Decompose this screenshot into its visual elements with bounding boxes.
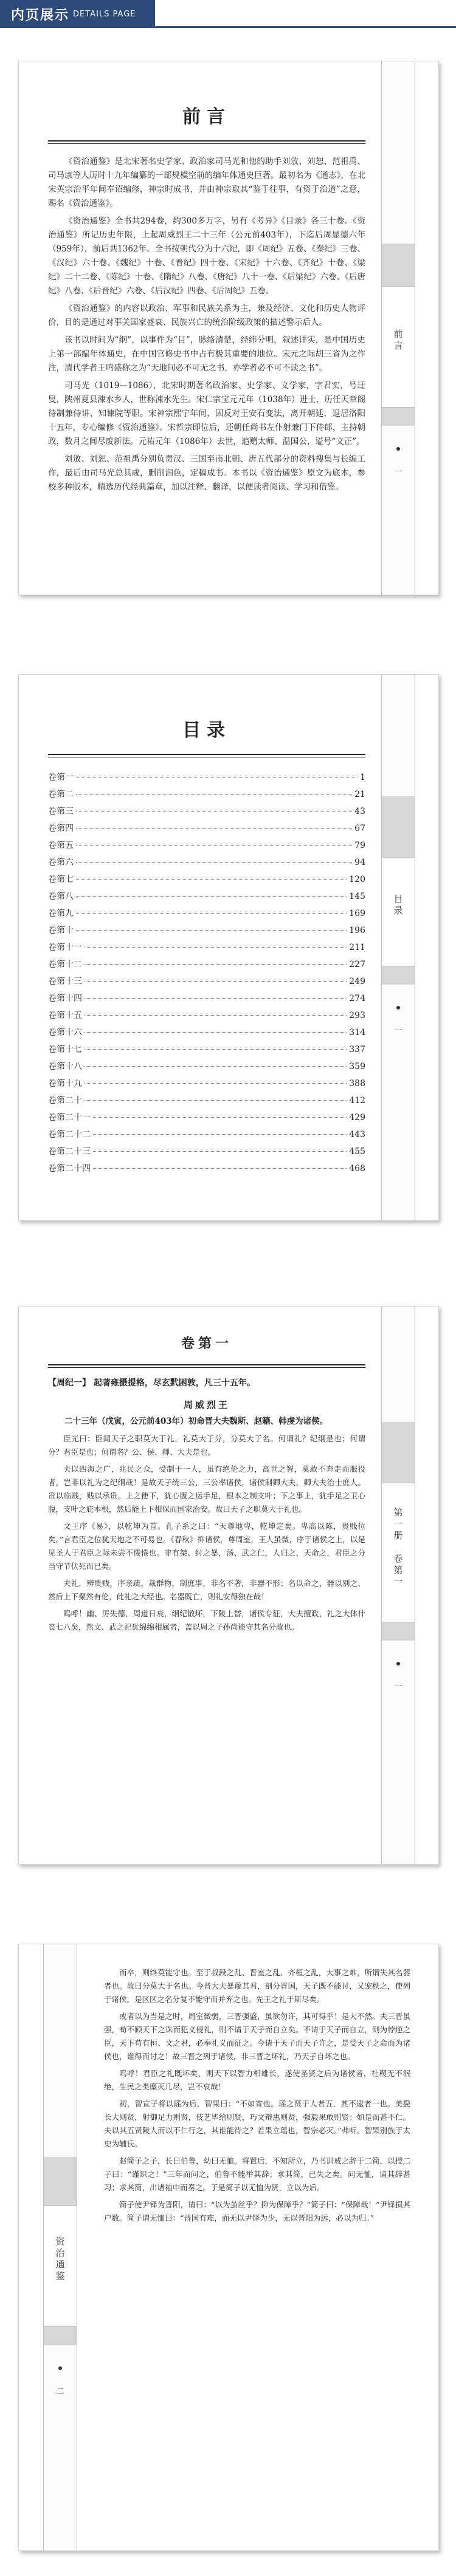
- toc-row[interactable]: [48, 1162, 365, 1179]
- toc-leader-dots: [76, 913, 347, 914]
- toc-row[interactable]: [48, 1060, 365, 1077]
- side-strip: [43, 1944, 77, 2550]
- toc-item-name: 卷第二: [48, 790, 74, 799]
- toc-item-name: 卷第三: [48, 807, 74, 816]
- side-gray-block: [382, 408, 415, 426]
- toc-item-page: 67: [354, 824, 365, 833]
- side-gray-block: [382, 1422, 415, 1483]
- side-label-block: [382, 1483, 415, 1622]
- toc-row[interactable]: [48, 1043, 365, 1060]
- toc-item-name: 卷第十二: [48, 960, 82, 969]
- toc-row[interactable]: [48, 805, 365, 822]
- toc-leader-dots: [76, 896, 347, 897]
- side-page-number: 一: [394, 468, 402, 477]
- toc-item-page: 169: [349, 909, 365, 918]
- toc-leader-dots: [76, 845, 352, 846]
- side-label: 第一册 卷第一: [392, 1508, 404, 1588]
- toc-leader-dots: [93, 1168, 347, 1169]
- toc-item-name: 卷第十五: [48, 1011, 82, 1020]
- paragraph: 夫以四海之广，兆民之众，受制于一人，虽有绝伦之力，高世之智，莫敢不奔走而服役者，岂非以礼为之纪纲哉！是故天子统三公，三公率诸侯，诸侯制卿大夫，卿大夫治士庶人。贵以临贱，贱以承贵。上之使下，犹心腹之运手足，根本之制支叶；下之事上，犹手足之卫心腹，支叶之庇本根，然后能上下相保而国家治安。故曰天子之职莫大于礼也。: [48, 1464, 365, 1514]
- paragraph: 臣光曰：臣闻天子之职莫大于礼，礼莫大于分，分莫大于名。何谓礼？纪纲是也；何谓分？君臣是也；何谓名？公、侯、卿、大夫是也。: [48, 1434, 365, 1457]
- text-page: [18, 1944, 439, 2551]
- paragraph: 简子使尹铎为晋阳，请曰：“以为茧丝乎？抑为保障乎？”简子曰：“保障哉！”尹铎损其户数。简子谓无恤曰：“晋国有难，而无以尹铎为少，无以晋阳为远，必以为归。”: [104, 2200, 410, 2222]
- reign-heading: 【周纪一】 起著雍摄提格，尽玄黓困敦，凡三十五年。: [48, 1378, 255, 1388]
- toc-item-name: 卷第四: [48, 824, 74, 833]
- toc-row[interactable]: [48, 839, 365, 856]
- toc-item-page: 314: [349, 1028, 365, 1037]
- toc-item-page: 227: [349, 960, 365, 969]
- toc-row[interactable]: [48, 1111, 365, 1128]
- toc-item-page: 429: [349, 1113, 365, 1122]
- toc-leader-dots: [85, 1032, 347, 1033]
- toc-leader-dots: [85, 947, 347, 948]
- paragraph: 夫礼，辨贵贱，序亲疏，裁群物，制庶事，非名不著，非器不形；名以命之，器以别之，然后上下粲然有伦，此礼之大经也。名器既亡，则礼安得独在哉！: [48, 1579, 365, 1601]
- toc-item-page: 1: [360, 773, 365, 782]
- toc-item-page: 359: [349, 1062, 365, 1071]
- toc-leader-dots: [85, 964, 347, 965]
- toc-item-name: 卷第九: [48, 909, 74, 918]
- toc-item-name: 卷第六: [48, 858, 74, 867]
- paragraph: 赵简子之子，长曰伯鲁，幼曰无恤。将置后，不知所立，乃书训戒之辞于二简，以授二子曰：“谨识之！”三年而问之，伯鲁不能举其辞；求其简，已失之矣。问无恤，诵其辞甚习；求其简，出诸袖中而奏之。于是简子以无恤为贤，立以为后。: [104, 2156, 410, 2192]
- toc-item-name: 卷第十八: [48, 1062, 82, 1071]
- title-rule: [48, 140, 365, 142]
- toc-item-page: 21: [354, 790, 365, 799]
- side-dot: [396, 1006, 400, 1010]
- toc-leader-dots: [85, 1015, 347, 1016]
- volume1-page: [18, 1306, 439, 1865]
- toc-row[interactable]: [48, 958, 365, 975]
- toc-item-name: 卷第八: [48, 892, 74, 901]
- side-label-block: [382, 286, 415, 408]
- side-page-number: 一: [394, 1027, 402, 1036]
- toc-item-name: 卷第十: [48, 926, 74, 935]
- page-title: 目录: [182, 720, 231, 741]
- toc-leader-dots: [85, 998, 347, 999]
- toc-item-page: 293: [349, 1011, 365, 1020]
- paragraph: 《资治通鉴》全书共294卷，约300多万字，另有《考异》《目录》各三十卷。《资治通鉴》所记历史年限，上起周威烈王二十三年（公元前403年），下迄后周显德六年（959年），前后共1362年。全书按朝代分为十六纪，即《周纪》五卷、《秦纪》三卷、《汉纪》六十卷、《魏纪》十卷、《晋纪》四十卷、《宋纪》十六卷、《齐纪》十卷、《梁纪》二十二卷、《陈纪》十卷、《隋纪》八卷、《唐纪》八十一卷、《后梁纪》六卷、《后唐纪》八卷、《后晋纪》六卷、《后汉纪》四卷、《后周纪》五卷。: [48, 216, 365, 296]
- toc-row[interactable]: [48, 1009, 365, 1026]
- toc-leader-dots: [85, 1049, 347, 1050]
- header-title: 内页展示: [11, 7, 70, 23]
- toc-row[interactable]: [48, 788, 365, 805]
- toc-row[interactable]: [48, 975, 365, 992]
- toc-leader-dots: [76, 930, 347, 931]
- header-subtitle: DETAILS PAGE: [73, 9, 136, 19]
- title-rule: [48, 143, 365, 144]
- toc-item-name: 卷第十一: [48, 943, 82, 952]
- paragraph: 文王序《易》，以乾坤为首。孔子系之曰：“天尊地卑，乾坤定矣。卑高以陈，贵贱位矣。”言君臣之位犹天地之不可易也。《春秋》抑诸侯，尊周室，王人虽微，序于诸侯之上，以是见圣人于君臣之际未尝不惓惓也。非有桀、纣之暴，汤、武之仁，人归之，天命之，君臣之分当守节伏死而已矣。: [48, 1522, 365, 1571]
- toc-item-name: 卷第五: [48, 841, 74, 850]
- toc-item-name: 卷第二十一: [48, 1113, 91, 1122]
- toc-leader-dots: [76, 879, 347, 880]
- toc-row[interactable]: [48, 890, 365, 907]
- side-gray-block: [382, 1622, 415, 1641]
- toc-item-name: 卷第十三: [48, 977, 82, 986]
- toc-item-page: 249: [349, 977, 365, 986]
- toc-item-name: 卷第二十: [48, 1096, 82, 1105]
- toc-item-page: 412: [349, 1096, 365, 1105]
- toc-row[interactable]: [48, 1094, 365, 1111]
- paragraph: 而卒，则终莫能守也。至于叔段之乱、晋室之乱、齐桓之乱，大事之难，所谓失其名器者也。故曰分莫大于名也。今晋大夫暴蔑其君，剖分晋国，天子既不能讨，又宠秩之，使列于诸侯，是区区之名分复不能守而并弃之也。先王之礼于斯尽矣。: [104, 1968, 410, 2004]
- paragraph: 呜呼！君臣之礼既坏矣，则天下以智力相雄长，遂使圣贤之后为诸侯者，社稷无不泯绝，生民之类糜灭几尽，岂不哀哉！: [104, 2069, 410, 2091]
- side-dot: [58, 2366, 62, 2370]
- toc-item-name: 卷第二十三: [48, 1147, 91, 1156]
- page-header: [0, 0, 456, 28]
- preface-body: [48, 155, 365, 494]
- toc-leader-dots: [85, 1066, 347, 1067]
- toc-item-page: 443: [349, 1130, 365, 1139]
- toc-leader-dots: [85, 981, 347, 982]
- toc-item-page: 79: [354, 841, 365, 850]
- toc-row[interactable]: [48, 941, 365, 958]
- title-rule: [48, 1364, 365, 1365]
- toc-row[interactable]: [48, 907, 365, 924]
- side-strip: [381, 1307, 415, 1864]
- toc-item-name: 卷第二十四: [48, 1164, 91, 1174]
- toc-item-name: 卷第七: [48, 875, 74, 884]
- side-gray-block: [382, 796, 415, 857]
- toc-row[interactable]: [48, 1077, 365, 1094]
- side-page-number: 一: [394, 1683, 402, 1692]
- title-rule: [48, 1367, 365, 1368]
- side-strip: [381, 675, 415, 1220]
- toc-row[interactable]: [48, 1128, 365, 1145]
- toc-item-page: 196: [349, 926, 365, 935]
- volume-title: 卷第一: [181, 1336, 232, 1351]
- toc-item-page: 43: [354, 807, 365, 816]
- toc-item-name: 卷第二十二: [48, 1130, 91, 1139]
- toc-leader-dots: [85, 1083, 347, 1084]
- side-strip: [381, 61, 415, 595]
- toc-item-page: 274: [349, 994, 365, 1003]
- preface-page: [18, 61, 439, 595]
- toc-item-page: 388: [349, 1079, 365, 1088]
- side-dot: [396, 447, 400, 451]
- paragraph: 司马光（1019—1086），北宋时期著名政治家、史学家、文学家，字君实，号迂叟，陕州夏县涑水乡人，世称涑水先生。宋仁宗宝元元年（1038年）进士，历任天章阁待制兼侍讲、知谏院等职。宋神宗熙宁年间，因反对王安石变法，离开朝廷，退居洛阳十五年，专心编修《资治通鉴》。宋哲宗即位后，还朝任尚书左仆射兼门下侍郎，主持朝政，数月之间尽废新法。元祐元年（1086年）去世，追赠太师、温国公，谥号“文正”。: [48, 381, 365, 446]
- side-label: 资治通鉴: [54, 2236, 66, 2283]
- toc-row[interactable]: [48, 873, 365, 890]
- side-label: 目录: [392, 894, 404, 917]
- toc-row[interactable]: [48, 992, 365, 1009]
- toc-row[interactable]: [48, 771, 365, 788]
- side-page-number: 二: [56, 2387, 64, 2396]
- toc-item-name: 卷第十六: [48, 1028, 82, 1037]
- toc-item-page: 337: [349, 1045, 365, 1054]
- side-gray-block: [44, 2327, 77, 2345]
- toc-row[interactable]: [48, 1026, 365, 1043]
- toc-page: [18, 674, 439, 1221]
- toc-leader-dots: [93, 1151, 347, 1152]
- toc-item-page: 468: [349, 1164, 365, 1174]
- side-gray-block: [382, 966, 415, 985]
- paragraph: 《资治通鉴》的内容以政治、军事和民族关系为主，兼及经济、文化和历史人物评价，目的是通过对事关国家盛衰、民族兴亡的统治阶级政策的描述警示后人。: [48, 304, 365, 327]
- paragraph: 该书以时间为“纲”，以事件为“目”，脉络清楚，经纬分明，叙述详实，是中国历史上第一部编年体通史，在中国官修史书中占有极其重要的地位。宋元之际胡三省为之作注，清代学者王鸣盛称之为“天地间必不可无之书，亦学者必不可不读之书”。: [48, 335, 365, 373]
- toc-row[interactable]: [48, 1145, 365, 1162]
- paragraph: 刘攽、刘恕、范祖禹分别负责汉、三国至南北朝、唐五代部分的资料搜集与长编工作，最后由司马光总其成，删削润色，定稿成书。本书以《资治通鉴》原文为底本，参校多种版本，精选历代经典篇章，加以注释、翻译，以便读者阅读、学习和借鉴。: [48, 454, 365, 492]
- toc-leader-dots: [93, 1134, 347, 1135]
- toc-row[interactable]: [48, 924, 365, 941]
- side-label-block: [44, 2205, 77, 2327]
- toc-row[interactable]: [48, 822, 365, 839]
- toc-item-page: 455: [349, 1147, 365, 1156]
- paragraph: 《资治通鉴》是北宋著名史学家、政治家司马光和他的助手刘攽、刘恕、范祖禹、司马康等人历时十九年编纂的一部规模空前的编年体通史巨著。最初名为《通志》，在北宋英宗治平年间奉诏编修，神宗时成书，并由神宗取其“鉴于往事，有资于治道”之意，赐名《资治通鉴》。: [48, 157, 365, 208]
- side-label-block: [382, 857, 415, 966]
- toc-leader-dots: [93, 1117, 347, 1118]
- page-title: 前言: [182, 106, 231, 128]
- side-label: 前言: [392, 329, 404, 352]
- toc-leader-dots: [76, 862, 352, 863]
- paragraph: 或者以为当是之时，周室微弱，三晋强盛，虽欲勿许，其可得乎！是大不然。夫三晋虽强，苟不顾天下之诛而犯义侵礼，则不请于天子而自立矣。不请于天子而自立，则为悖逆之臣，天下苟有桓、文之君，必奉礼义而征之。今请于天子而天子许之，是受天子之命而为诸侯也，谁得而讨之！故三晋之列于诸侯，非三晋之坏礼，乃天子自坏之也。: [104, 2012, 410, 2061]
- ruler-heading: 周威烈王: [183, 1399, 230, 1410]
- toc-item-name: 卷第十七: [48, 1045, 82, 1054]
- toc-item-page: 94: [354, 858, 365, 867]
- toc-item-page: 211: [349, 943, 365, 952]
- paragraph: 二十三年（戊寅，公元前403年）初命晋大夫魏斯、赵籍、韩虔为诸侯。: [64, 1416, 328, 1426]
- side-gray-block: [44, 2157, 77, 2205]
- paragraph: 呜呼！幽、厉失德，周道日衰，纲纪散坏，下陵上替，诸侯专征，大夫擅政，礼之大体什丧七八矣，然文、武之祀犹绵绵相属者，盖以周之子孙尚能守其名分故也。: [48, 1609, 365, 1631]
- toc-leader-dots: [85, 1100, 347, 1101]
- toc-list: [48, 771, 365, 1179]
- toc-row[interactable]: [48, 856, 365, 873]
- side-gray-block: [382, 244, 415, 286]
- toc-item-name: 卷第十九: [48, 1079, 82, 1088]
- toc-item-page: 120: [349, 875, 365, 884]
- toc-item-name: 卷第一: [48, 773, 74, 782]
- header-tab: [0, 0, 155, 28]
- title-rule: [48, 754, 365, 755]
- paragraph: 初，智宣子将以瑶为后，智果曰：“不如宵也。瑶之贤于人者五，其不逮者一也。美鬓长大则贤，射御足力则贤，伎艺毕给则贤，巧文辩惠则贤，强毅果敢则贤；如是而甚不仁。夫以其五贤陵人而以不仁行之，其谁能待之？若果立瑶也，智宗必灭。”弗听。智果别族于太史为辅氏。: [104, 2099, 410, 2148]
- side-dot: [396, 1662, 400, 1666]
- toc-item-name: 卷第十四: [48, 994, 82, 1003]
- toc-item-page: 145: [349, 892, 365, 901]
